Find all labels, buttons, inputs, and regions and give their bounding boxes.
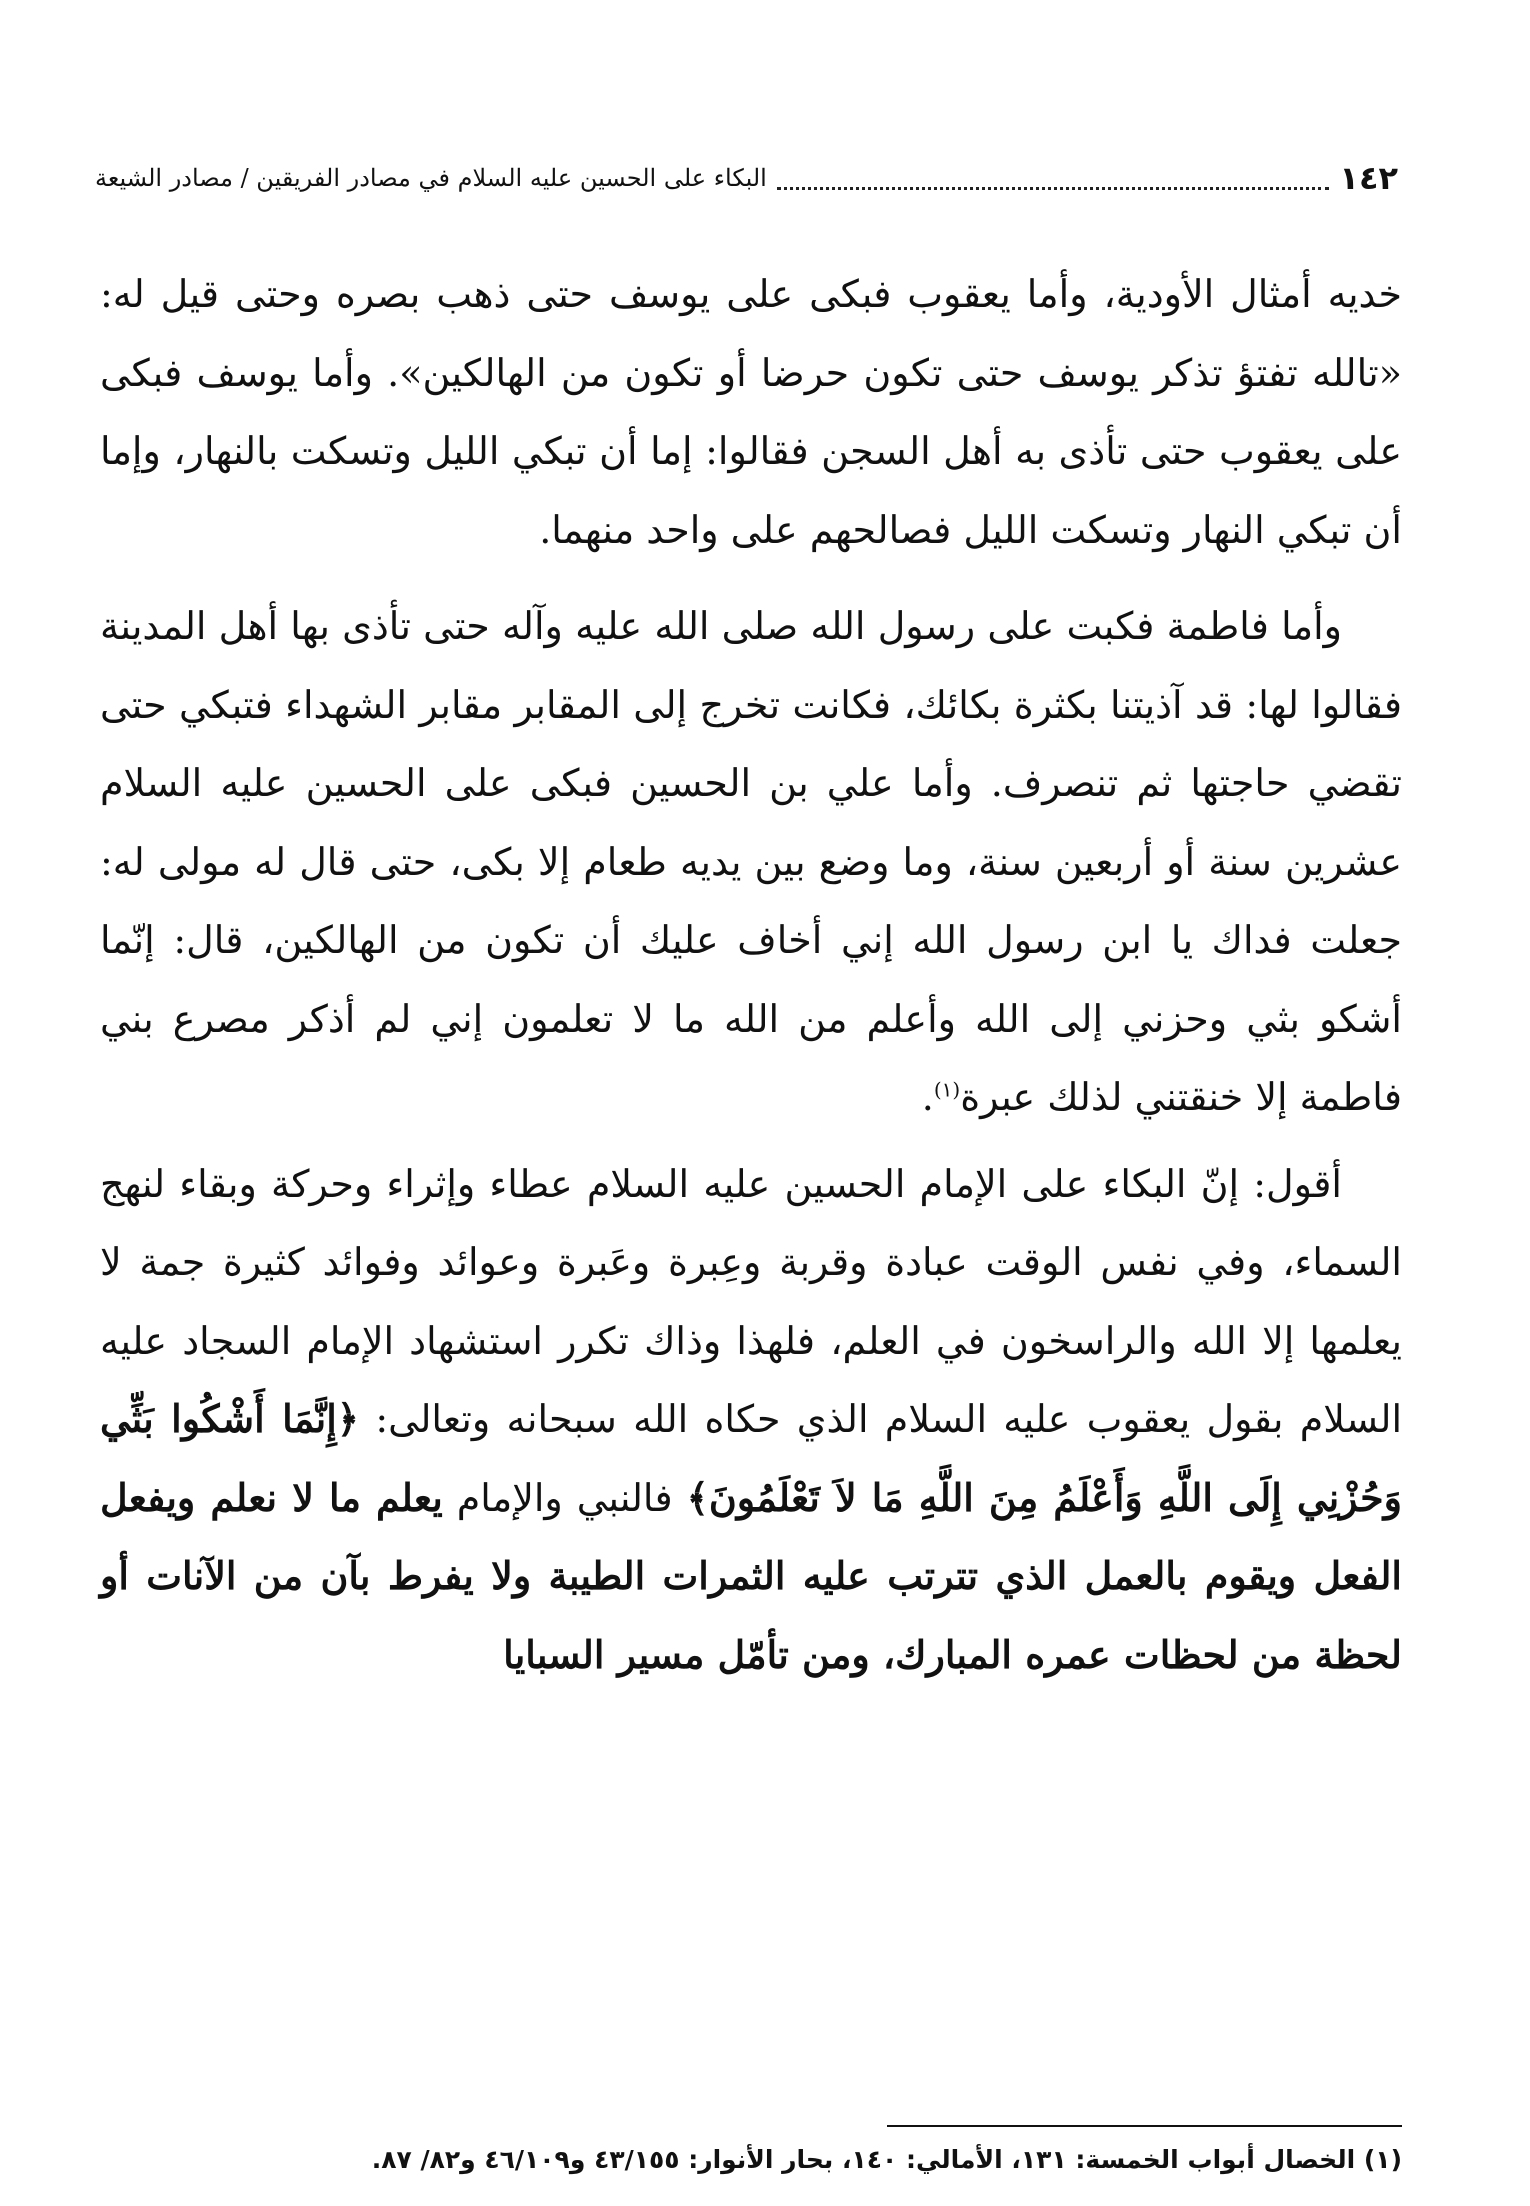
footnote: (١) الخصال أبواب الخمسة: ١٣١، الأمالي: ١٤٠، بحار الأنوار: ٤٣/١٥٥ و٤٦/١٠٩ و٨٢/ ٨٧. <box>371 2145 1402 2174</box>
paragraph <box>100 1145 1402 1695</box>
paragraph-text: فالنبي والإمام <box>442 1475 687 1520</box>
emphasized-text: يعلم ما لا نعلم ويفعل الفعل ويقوم بالعمل الذي تترتب عليه الثمرات الطيبة ولا يفرط بآن من الآنات أو لحظة من لحظات عمره المبارك، ومن تأمّل مسير السبايا <box>100 1474 1402 1677</box>
main-text <box>100 255 1402 1694</box>
header-dot-leader <box>777 187 1330 190</box>
paragraph-text: خديه أمثال الأودية، وأما يعقوب فبكى على يوسف حتى ذهب بصره وحتى قيل له: <box>100 272 1402 316</box>
paragraph-text: وأما فاطمة فكبت على رسول الله صلى الله عليه وآله حتى تأذى بها أهل المدينة فقالوا لها: قد آذيتنا بكثرة بكائك، فكانت تخرج إلى المقابر مقابر الشهداء فتبكي حتى تقضي حاجتها ثم تنصرف. وأما علي بن الحسين فبكى على الحسين عليه السلام عشرين سنة أو أربعين سنة، وما وضع بين يديه طعام إلا بكى، حتى قال له مولى له: جعلت فداك يا ابن رسول الله إني أخاف عليك أن تكون من الهالكين، قال: إنّما أشكو بثي وحزني إلى الله وأعلم من الله ما لا تعلمون إني لم أذكر مصرع بني فاطمة إلا خنقتني لذلك عبرة <box>100 604 1402 1119</box>
quran-verse: ﴿إِنَّمَا أَشْكُوا بَثِّي وَحُزْنِي إِلَى اللَّهِ وَأَعْلَمُ مِنَ اللَّهِ مَا لاَ تَعْلَمُونَ﴾ <box>100 1396 1402 1520</box>
page-header <box>95 150 1398 206</box>
footnote-reference: (١) <box>933 1077 961 1102</box>
paragraph <box>100 587 1402 1137</box>
paragraph <box>100 255 1402 569</box>
running-title: البكاء على الحسين عليه السلام في مصادر الفريقين / مصادر الشيعة <box>95 164 767 192</box>
footnote-separator <box>887 2125 1402 2127</box>
paragraph-end: . <box>921 1075 934 1119</box>
paragraph-text: أقول: إنّ البكاء على الإمام الحسين عليه السلام عطاء وإثراء وحركة وبقاء لنهج السماء، وفي نفس الوقت عبادة وقربة وعِبرة وعَبرة وعوائد وفوائد كثيرة جمة لا يعلمها إلا الله والراسخون في العلم، فلهذا وذاك تكرر استشهاد الإمام السجاد عليه السلام بقول يعقوب عليه السلام الذي حكاه الله سبحانه وتعالى: <box>100 1161 1403 1441</box>
quoted-verse: «تالله تفتؤ تذكر يوسف حتى تكون حرضا أو تكون من الهالكين» <box>399 350 1402 395</box>
paragraph-text: . وأما يوسف فبكى على يعقوب حتى تأذى به أهل السجن فقالوا: إما أن تبكي الليل وتسكت بالنهار، وإما أن تبكي النهار وتسكت الليل فصالحهم على واحد منهما. <box>100 350 1402 552</box>
page-number: ١٤٢ <box>1339 159 1398 197</box>
